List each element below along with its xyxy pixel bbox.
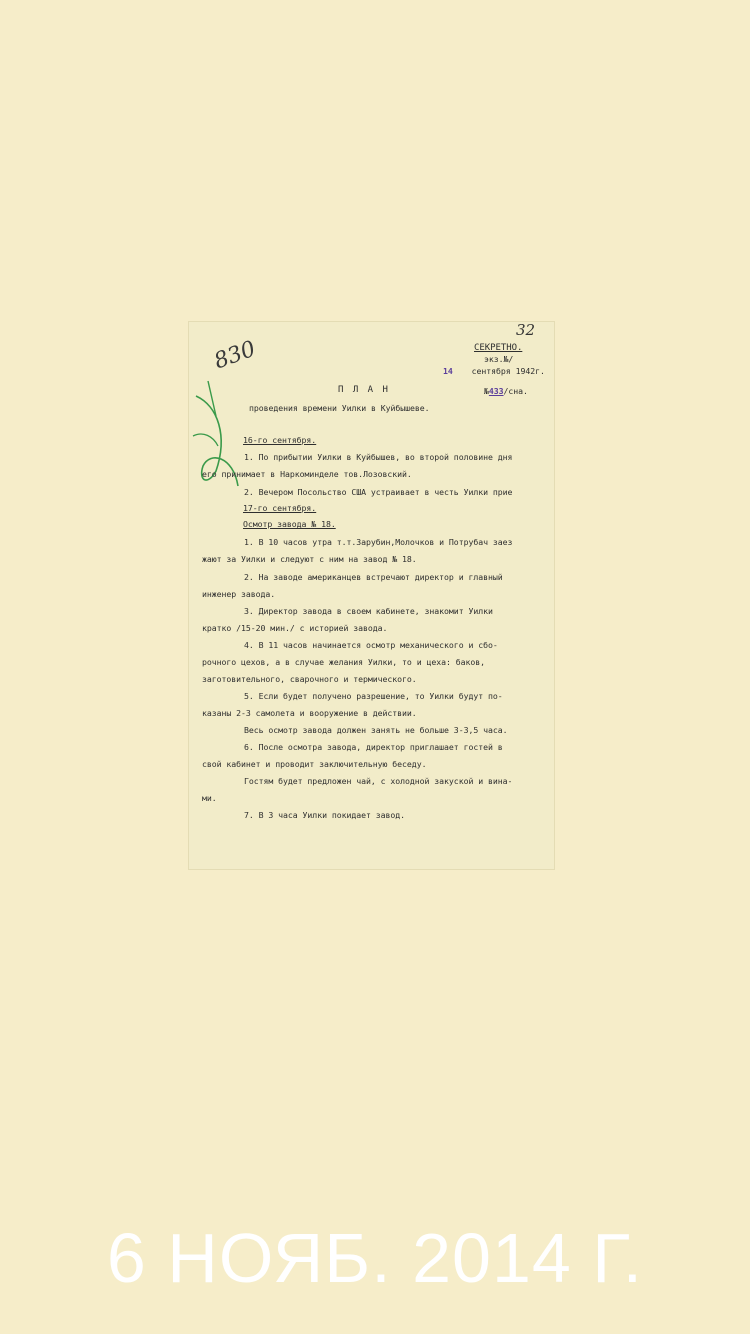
body-line: 3. Директор завода в своем кабинете, знакомит Уилки	[244, 606, 493, 616]
body-line: кратко /15-20 мин./ с историей завода.	[202, 623, 388, 633]
reference-number	[484, 386, 528, 396]
body-line: 5. Если будет получено разрешение, то Уилки будут по-	[244, 691, 503, 701]
body-line: заготовительного, сварочного и термического.	[202, 674, 417, 684]
section-date-17: 17-го сентября.	[243, 503, 317, 513]
body-line: казаны 2-3 самолета и вооружение в действии.	[202, 708, 417, 718]
body-line: его принимает в Наркоминделе тов.Лозовский.	[202, 469, 412, 479]
body-line: Весь осмотр завода должен занять не больше 3-3,5 часа.	[244, 725, 508, 735]
copy-number: экз.№/	[484, 354, 514, 364]
ref-suffix: /сна.	[503, 386, 528, 396]
document-subtitle: проведения времени Уилки в Куйбышеве.	[249, 403, 430, 413]
date-text: сентября 1942г.	[471, 366, 545, 376]
body-line: 6. После осмотра завода, директор приглашает гостей в	[244, 742, 503, 752]
document-title: П Л А Н	[338, 385, 390, 395]
body-line: свой кабинет и проводит заключительную беседу.	[202, 759, 427, 769]
date-line	[443, 366, 545, 376]
overlay-date: 6 НОЯБ. 2014 Г.	[106, 1219, 644, 1297]
body-line: 7. В 3 часа Уилки покидает завод.	[244, 810, 406, 820]
classification-label: СЕКРЕТНО.	[474, 343, 523, 353]
document-scan	[188, 321, 555, 870]
body-line: 2. Вечером Посольство США устраивает в честь Уилки прие	[244, 487, 513, 497]
body-line: 1. В 10 часов утра т.т.Зарубин,Молочков и Потрубач заез	[244, 537, 513, 547]
body-line: рочного цехов, а в случае желания Уилки, то и цеха: баков,	[202, 657, 485, 667]
handwritten-number-left: 830	[210, 336, 260, 375]
body-line: 4. В 11 часов начинается осмотр механического и сбо-	[244, 640, 498, 650]
body-line: ми.	[202, 793, 217, 803]
handwritten-number-top-right: 32	[516, 321, 536, 339]
body-line: жают за Уилки и следуют с ним на завод № 18.	[202, 554, 417, 564]
section-date-16: 16-го сентября.	[243, 435, 317, 445]
body-line: 2. На заводе американцев встречают директор и главный	[244, 572, 503, 582]
body-line: 1. По прибытии Уилки в Куйбышев, во второй половине дня	[244, 452, 513, 462]
ref-prefix: №	[484, 386, 489, 396]
section-heading: Осмотр завода № 18.	[243, 519, 336, 529]
date-handwritten: 14	[443, 366, 453, 376]
body-line: Гостям будет предложен чай, с холодной закуской и вина-	[244, 776, 513, 786]
body-line: инженер завода.	[202, 589, 276, 599]
ref-stamp: 433	[488, 386, 504, 396]
